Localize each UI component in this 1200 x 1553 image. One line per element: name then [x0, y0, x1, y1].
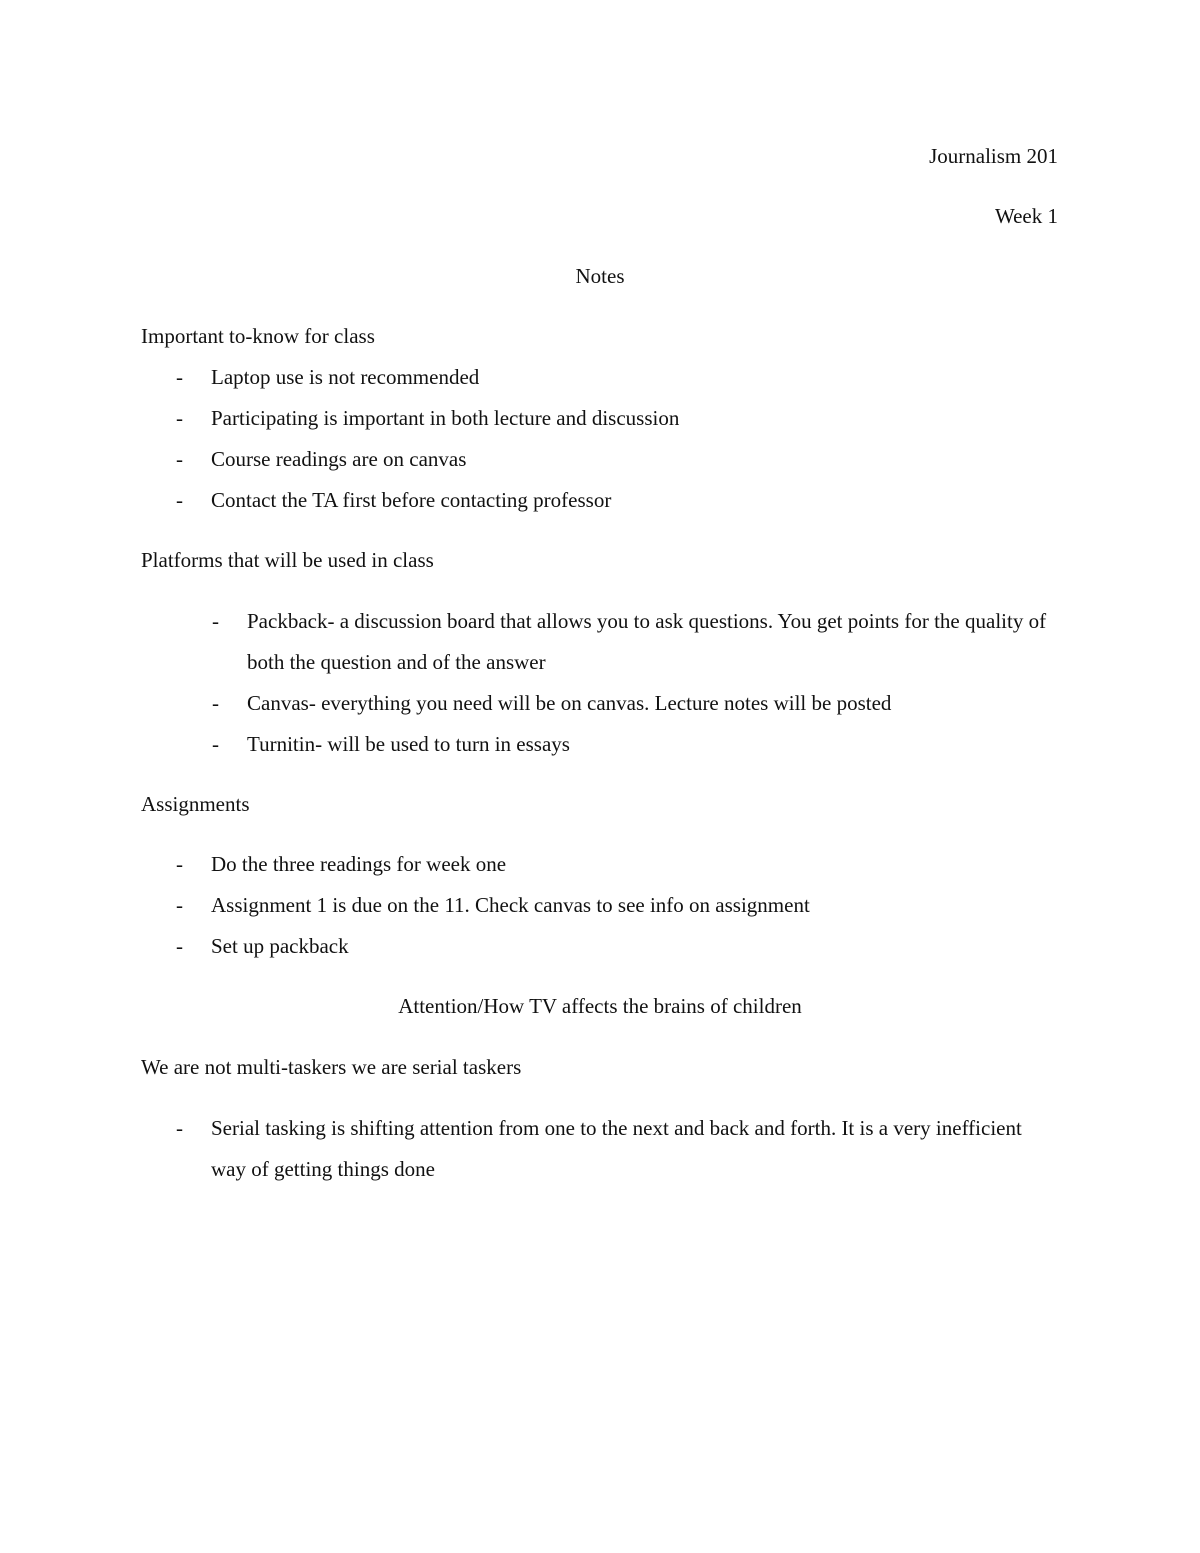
section-heading-assignments: Assignments: [141, 792, 250, 816]
list-item-text: Packback- a discussion board that allows you to ask questions. You get points for the quality of both the question and of the answer: [247, 609, 1047, 674]
list-item: [176, 367, 479, 388]
page-title: Notes: [575, 264, 625, 288]
bullet-dash: -: [176, 447, 183, 471]
bullet-dash: -: [176, 934, 183, 958]
list-item: [176, 408, 679, 429]
list-item: [176, 936, 349, 957]
list-item-text: Set up packback: [211, 934, 349, 958]
list-item: [176, 1108, 1046, 1190]
list-item-text: Do the three readings for week one: [211, 852, 507, 876]
section-heading-platforms: Platforms that will be used in class: [141, 548, 434, 572]
list-item-text: Canvas- everything you need will be on canvas. Lecture notes will be posted: [247, 691, 892, 715]
list-item-text: Course readings are on canvas: [211, 447, 467, 471]
bullet-dash: -: [212, 732, 219, 756]
section-title-attention: Attention/How TV affects the brains of children: [398, 994, 802, 1018]
bullet-dash: -: [212, 609, 219, 633]
bullet-dash: -: [212, 691, 219, 715]
list-item: [212, 601, 1072, 683]
list-item-text: Contact the TA first before contacting professor: [211, 488, 612, 512]
bullet-dash: -: [176, 365, 183, 389]
list-item: [176, 895, 810, 916]
list-item-text: Assignment 1 is due on the 11. Check canvas to see info on assignment: [211, 893, 810, 917]
section-heading-attention: We are not multi-taskers we are serial taskers: [141, 1055, 522, 1079]
week-label: Week 1: [994, 204, 1058, 228]
list-item: [176, 854, 506, 875]
section-heading-important: Important to-know for class: [141, 324, 375, 348]
list-item: [212, 693, 891, 714]
bullet-dash: -: [176, 406, 183, 430]
bullet-dash: -: [176, 1116, 183, 1140]
list-item-text: Serial tasking is shifting attention from one to the next and back and forth. It is a very inefficient way of getting things done: [211, 1116, 1022, 1181]
list-item: [212, 734, 570, 755]
course-name: Journalism 201: [929, 144, 1058, 168]
list-item: [176, 449, 466, 470]
list-item-text: Laptop use is not recommended: [211, 365, 480, 389]
bullet-dash: -: [176, 893, 183, 917]
bullet-dash: -: [176, 852, 183, 876]
list-item-text: Participating is important in both lecture and discussion: [211, 406, 680, 430]
list-item: [176, 490, 611, 511]
list-item-text: Turnitin- will be used to turn in essays: [247, 732, 570, 756]
bullet-dash: -: [176, 488, 183, 512]
